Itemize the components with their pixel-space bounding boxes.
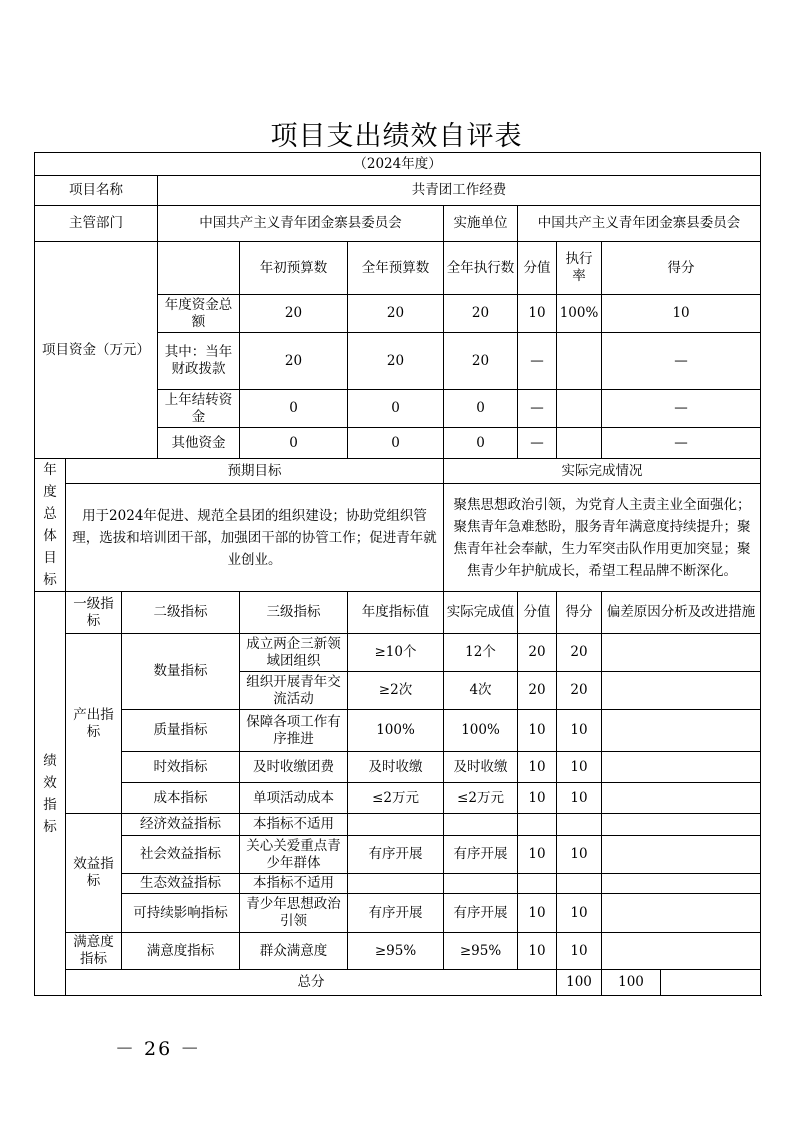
benefit-sub-label: 社会效益指标	[122, 836, 240, 874]
score-value: 10	[557, 783, 602, 814]
deviation-cell	[602, 894, 761, 933]
level3-item: 群众满意度	[240, 933, 348, 970]
funds-row-rate	[557, 333, 602, 390]
deviation-cell	[602, 634, 761, 672]
target-value: 及时收缴	[348, 752, 444, 783]
weight-value: 10	[518, 933, 557, 970]
output-indicator-label: 产出指标	[66, 634, 122, 814]
benefit-sub-label: 可持续影响指标	[122, 894, 240, 933]
score-value: 20	[557, 634, 602, 672]
target-value: 有序开展	[348, 836, 444, 874]
year-label: （2024年度）	[35, 153, 761, 176]
weight-value: 20	[518, 634, 557, 672]
goals-label: 年度总体目标	[35, 459, 66, 592]
deviation-cell	[602, 672, 761, 710]
expected-goal-text: 用于2024年促进、规范全县团的组织建设；协助党组织管理，选拔和培训团干部，加强团干部的协管工作；促进青年就业创业。	[66, 484, 444, 592]
perf-header-score: 得分	[557, 592, 602, 634]
perf-header-weight: 分值	[518, 592, 557, 634]
level3-item: 本指标不适用	[240, 814, 348, 836]
benefit-sub-label: 生态效益指标	[122, 874, 240, 894]
dept-value: 中国共产主义青年团金寨县委员会	[158, 206, 444, 242]
funds-row-name: 上年结转资金	[158, 390, 240, 428]
total-deviation-cell	[661, 970, 761, 996]
actual-value: ≥95%	[444, 933, 518, 970]
target-value	[348, 814, 444, 836]
satisfaction-sub-label: 满意度指标	[122, 933, 240, 970]
funds-row-exec: 20	[444, 295, 518, 333]
actual-value: ≤2万元	[444, 783, 518, 814]
level3-item: 成立两企三新领域团组织	[240, 634, 348, 672]
level3-item: 保障各项工作有序推进	[240, 710, 348, 752]
level3-item: 及时收缴团费	[240, 752, 348, 783]
funds-row-annual: 20	[348, 295, 444, 333]
target-value: 100%	[348, 710, 444, 752]
funds-row-rate	[557, 428, 602, 459]
funds-row-exec: 0	[444, 428, 518, 459]
total-weight: 100	[557, 970, 602, 996]
target-value: 有序开展	[348, 894, 444, 933]
weight-value: 10	[518, 894, 557, 933]
funds-row-initial: 20	[240, 295, 348, 333]
quantity-indicator-label: 数量指标	[122, 634, 240, 710]
quality-indicator-label: 质量指标	[122, 710, 240, 752]
score-value: 10	[557, 894, 602, 933]
funds-label: 项目资金（万元）	[35, 242, 158, 459]
target-value: ≥95%	[348, 933, 444, 970]
funds-row-initial: 0	[240, 390, 348, 428]
perf-header-deviation: 偏差原因分析及改进措施	[602, 592, 761, 634]
funds-row-name: 其中：当年财政拨款	[158, 333, 240, 390]
actual-value: 有序开展	[444, 836, 518, 874]
timeliness-indicator-label: 时效指标	[122, 752, 240, 783]
funds-row-annual: 0	[348, 428, 444, 459]
score-value: 20	[557, 672, 602, 710]
cost-indicator-label: 成本指标	[122, 783, 240, 814]
project-name-value: 共青团工作经费	[158, 176, 761, 206]
funds-header-weight: 分值	[518, 242, 557, 295]
funds-row-rate: 100%	[557, 295, 602, 333]
level3-item: 青少年思想政治引领	[240, 894, 348, 933]
funds-row-annual: 20	[348, 333, 444, 390]
funds-row-score: 10	[602, 295, 761, 333]
benefit-sub-label: 经济效益指标	[122, 814, 240, 836]
project-name-label: 项目名称	[35, 176, 158, 206]
target-value: ≤2万元	[348, 783, 444, 814]
deviation-cell	[602, 783, 761, 814]
weight-value: 20	[518, 672, 557, 710]
benefit-indicator-label: 效益指标	[66, 814, 122, 933]
level3-item: 单项活动成本	[240, 783, 348, 814]
total-score: 100	[602, 970, 661, 996]
perf-header-level2: 二级指标	[122, 592, 240, 634]
score-value: 10	[557, 752, 602, 783]
actual-goal-text: 聚焦思想政治引领，为党育人主责主业全面强化；聚焦青年急难愁盼，服务青年满意度持续提升；聚焦青年社会奉献，生力军突击队作用更加突显；聚焦青少年护航成长，希望工程品牌不断深化。	[444, 484, 761, 592]
score-value: 10	[557, 836, 602, 874]
expected-goal-header: 预期目标	[66, 459, 444, 484]
funds-row-score: —	[602, 333, 761, 390]
weight-value: 10	[518, 783, 557, 814]
funds-header-annual: 全年预算数	[348, 242, 444, 295]
funds-header-blank	[158, 242, 240, 295]
funds-row-score: —	[602, 390, 761, 428]
funds-row-initial: 0	[240, 428, 348, 459]
evaluation-table	[34, 152, 761, 996]
funds-row-weight: —	[518, 333, 557, 390]
total-label: 总分	[66, 970, 557, 996]
page-number: － 26 －	[115, 1038, 202, 1060]
weight-value: 10	[518, 710, 557, 752]
deviation-cell	[602, 933, 761, 970]
funds-row-rate	[557, 390, 602, 428]
level3-item: 组织开展青年交流活动	[240, 672, 348, 710]
funds-header-initial: 年初预算数	[240, 242, 348, 295]
score-value: 10	[557, 710, 602, 752]
funds-row-weight: —	[518, 428, 557, 459]
funds-row-exec: 0	[444, 390, 518, 428]
deviation-cell	[602, 836, 761, 874]
deviation-cell	[602, 752, 761, 783]
page-title: 项目支出绩效自评表	[270, 121, 523, 152]
dept-label: 主管部门	[35, 206, 158, 242]
funds-row-exec: 20	[444, 333, 518, 390]
actual-value: 有序开展	[444, 894, 518, 933]
actual-value: 4次	[444, 672, 518, 710]
funds-row-annual: 0	[348, 390, 444, 428]
weight-value: 10	[518, 836, 557, 874]
perf-label: 绩效指标	[35, 592, 66, 996]
perf-header-target: 年度指标值	[348, 592, 444, 634]
deviation-cell	[602, 710, 761, 752]
weight-value	[518, 874, 557, 894]
funds-header-exec: 全年执行数	[444, 242, 518, 295]
funds-row-name: 年度资金总额	[158, 295, 240, 333]
perf-header-actual: 实际完成值	[444, 592, 518, 634]
target-value: ≥2次	[348, 672, 444, 710]
actual-value: 12个	[444, 634, 518, 672]
perf-header-level3: 三级指标	[240, 592, 348, 634]
level3-item: 关心关爱重点青少年群体	[240, 836, 348, 874]
actual-value	[444, 874, 518, 894]
funds-row-weight: 10	[518, 295, 557, 333]
funds-row-weight: —	[518, 390, 557, 428]
weight-value	[518, 814, 557, 836]
deviation-cell	[602, 814, 761, 836]
actual-goal-header: 实际完成情况	[444, 459, 761, 484]
target-value: ≥10个	[348, 634, 444, 672]
actual-value	[444, 814, 518, 836]
funds-row-initial: 20	[240, 333, 348, 390]
score-value	[557, 874, 602, 894]
weight-value: 10	[518, 752, 557, 783]
satisfaction-indicator-label: 满意度指标	[66, 933, 122, 970]
funds-row-name: 其他资金	[158, 428, 240, 459]
score-value	[557, 814, 602, 836]
funds-row-score: —	[602, 428, 761, 459]
level3-item: 本指标不适用	[240, 874, 348, 894]
impl-unit-label: 实施单位	[444, 206, 518, 242]
deviation-cell	[602, 874, 761, 894]
score-value: 10	[557, 933, 602, 970]
actual-value: 100%	[444, 710, 518, 752]
funds-header-score: 得分	[602, 242, 761, 295]
target-value	[348, 874, 444, 894]
funds-header-rate: 执行率	[557, 242, 602, 295]
impl-unit-value: 中国共产主义青年团金寨县委员会	[518, 206, 761, 242]
perf-header-level1: 一级指标	[66, 592, 122, 634]
actual-value: 及时收缴	[444, 752, 518, 783]
